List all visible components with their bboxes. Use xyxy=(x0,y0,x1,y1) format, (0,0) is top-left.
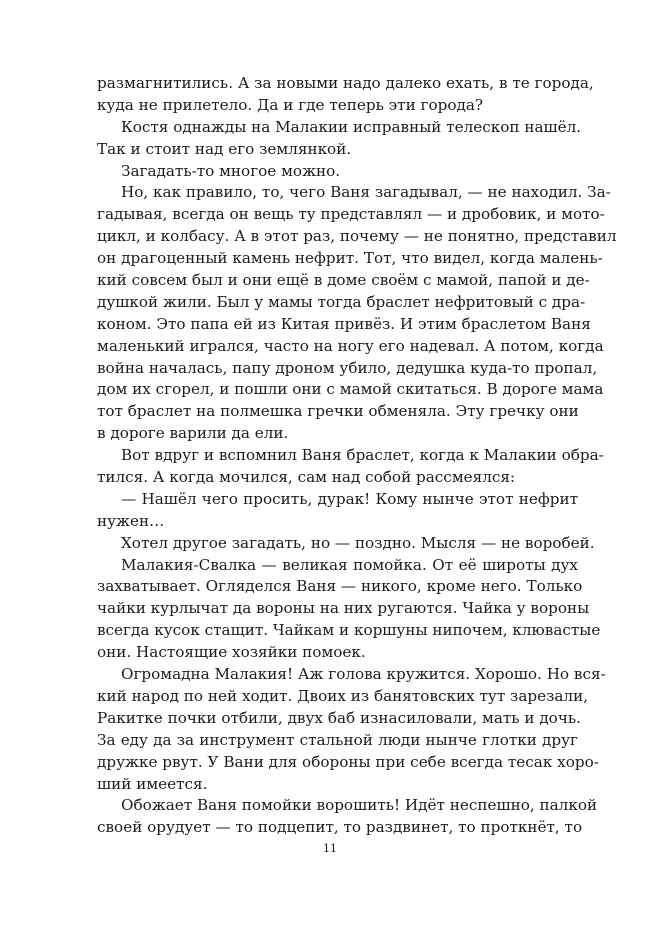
text-line: Так и стоит над его землянкой. xyxy=(97,139,352,158)
text-line: всегда кусок стащит. Чайкам и коршуны нипочем, клювастые xyxy=(97,621,601,640)
text-line: Обожает Ваня помойки ворошить! Идёт неспешно, палкой xyxy=(121,796,598,815)
text-line: Малакия-Свалка — великая помойка. От её широты дух xyxy=(121,555,578,574)
text-line: коном. Это папа ей из Китая привёз. И этим браслетом Ваня xyxy=(97,314,591,333)
text-line: душкой жили. Был у мамы тогда браслет нефритовый с дра- xyxy=(97,292,586,311)
text-line: дом их сгорел, и пошли они с мамой скитаться. В дороге мама xyxy=(97,380,604,399)
text-line: нужен… xyxy=(97,511,165,530)
text-line: он драгоценный камень нефрит. Тот, что видел, когда малень- xyxy=(97,249,603,268)
text-line: размагнитились. А за новыми надо далеко ехать, в те города, xyxy=(97,74,594,92)
text-line: дружке рвут. У Вани для обороны при себе всегда тесак хоро- xyxy=(97,752,599,771)
text-line: ший имеется. xyxy=(97,774,208,793)
text-line: война началась, папу дроном убило, дедушка куда-то пропал, xyxy=(97,358,598,377)
text-line: Ракитке почки отбили, двух баб изнасиловали, мать и дочь. xyxy=(97,708,581,727)
text-line: кий народ по ней ходит. Двоих из банятовских тут зарезали, xyxy=(97,686,589,705)
body-text xyxy=(97,73,617,839)
text-line: Но, как правило, то, чего Ваня загадывал, — не находил. За- xyxy=(121,183,611,202)
page-number: 11 xyxy=(323,842,337,855)
text-line: маленький игрался, часто на ногу его надевал. А потом, когда xyxy=(97,336,604,355)
text-line: чайки курлычат да вороны на них ругаются. Чайка у вороны xyxy=(97,599,590,618)
text-line: За еду да за инструмент стальной люди нынче глотки друг xyxy=(97,730,578,749)
text-line: Огромадна Малакия! Аж голова кружится. Хорошо. Но вся- xyxy=(121,665,606,684)
text-line: Хотел другое загадать, но — поздно. Мысля — не воробей. xyxy=(121,533,595,552)
text-line: захватывает. Огляделся Ваня — никого, кроме него. Только xyxy=(97,577,583,596)
text-line: тился. А когда мочился, сам над собой рассмеялся: xyxy=(97,468,516,487)
text-line: — Нашёл чего просить, дурак! Кому нынче этот нефрит xyxy=(121,489,578,508)
text-line: кий совсем был и они ещё в доме своём с мамой, папой и де- xyxy=(97,271,590,290)
text-line: гадывая, всегда он вещь ту представлял — и дробовик, и мото- xyxy=(97,205,605,224)
text-line: в дороге варили да ели. xyxy=(97,424,289,443)
text-line: Загадать-то многое можно. xyxy=(121,161,341,180)
text-line: они. Настоящие хозяйки помоек. xyxy=(97,643,366,662)
text-line: цикл, и колбасу. А в этот раз, почему — не понятно, представил xyxy=(97,227,617,246)
text-line: куда не прилетело. Да и где теперь эти города? xyxy=(97,95,484,114)
text-line: тот браслет на полмешка гречки обменяла. Эту гречку они xyxy=(97,402,579,421)
text-line: Костя однажды на Малакии исправный телескоп нашёл. xyxy=(121,117,582,136)
text-line: Вот вдруг и вспомнил Ваня браслет, когда к Малакии обра- xyxy=(121,446,604,465)
text-line: своей орудует — то подцепит, то раздвинет, то проткнёт, то xyxy=(97,818,583,837)
